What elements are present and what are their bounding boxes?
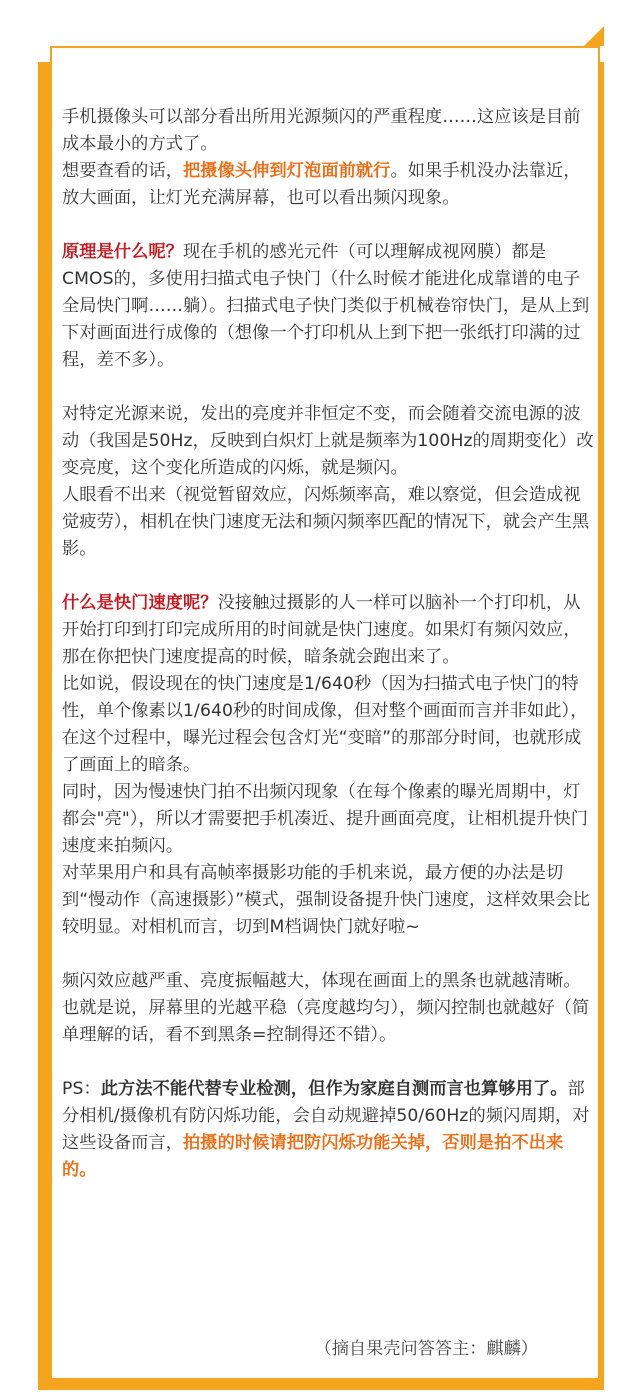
ps-prefix: PS： xyxy=(62,1079,101,1099)
spacer xyxy=(62,941,596,968)
paragraph-example: 比如说，假设现在的快门速度是1/640秒（因为扫描式电子快门的特性，单个像素以1/640秒的时间成像，但对整个画面而言并非如此），在这个过程中，曝光过程会包含灯光“变暗”的那部分时间，也就形成了画面上的暗条。 xyxy=(62,674,588,775)
paragraph-ps xyxy=(62,1076,596,1184)
shutter-text: 没接触过摄影的人一样可以脑补一个打印机，从开始打印到打印完成所用的时间就是快门速度。如果灯有频闪效应，那在你把快门速度提高的时候，暗条就会跑出来了。 xyxy=(62,593,581,667)
paragraph-human-eye: 人眼看不出来（视觉暂留效应，闪烁频率高，难以察觉，但会造成视觉疲劳），相机在快门速度无法和频闪频率匹配的情况下，就会产生黑影。 xyxy=(62,485,590,559)
spacer xyxy=(62,212,596,239)
how-to-text-b: 。如果手机没办法靠近，放大画面，让灯光充满屏幕，也可以看出频闪现象。 xyxy=(62,161,581,208)
principle-text: 现在手机的感光元件（可以理解成视网膜）都是CMOS的，多使用扫描式电子快门（什么时候才能进化成靠谱的电子全局快门啊……躺）。扫描式电子快门类似于机械卷帘快门，是从上到下对画面进行成像的（想像一个打印机从上到下把一张纸打印满的过程，差不多）。 xyxy=(62,242,590,370)
paragraph-severity: 频闪效应越严重、亮度振幅越大，体现在画面上的黑条也就越清晰。也就是说，屏幕里的光越平稳（亮度越均匀），频闪控制也就越好（简单理解的话，看不到黑条=控制得还不错）。 xyxy=(62,971,590,1045)
paragraph-shutter-speed xyxy=(62,590,596,671)
spacer xyxy=(62,374,596,401)
paragraph-intro: 手机摄像头可以部分看出所用光源频闪的严重程度……这应该是目前成本最小的方式了。 xyxy=(62,107,581,154)
article-body xyxy=(62,104,596,1184)
ps-highlight: 拍摄的时候请把防闪烁功能关掉，否则是拍不出来的。 xyxy=(62,1133,564,1180)
paragraph-slow-motion: 对苹果用户和具有高帧率摄影功能的手机来说，最方便的办法是切到“慢动作（高速摄影）”模式，强制设备提升快门速度，这样效果会比较明显。对相机而言，切到M档调快门就好啦~ xyxy=(62,863,591,937)
folded-corner-icon xyxy=(584,26,604,46)
paragraph-how-to xyxy=(62,158,596,212)
shutter-heading: 什么是快门速度呢？ xyxy=(62,593,218,613)
ps-bold: 此方法不能代替专业检测，但作为家庭自测而言也算够用了。 xyxy=(100,1079,568,1099)
paragraph-principle xyxy=(62,239,596,374)
source-attribution: （摘自果壳问答答主：麒麟） xyxy=(314,1339,538,1359)
principle-heading: 原理是什么呢？ xyxy=(62,242,184,262)
how-to-text-a: 想要查看的话， xyxy=(62,161,184,181)
how-to-highlight: 把摄像头伸到灯泡面前就行 xyxy=(183,161,391,181)
paragraph-light-source: 对特定光源来说，发出的亮度并非恒定不变，而会随着交流电源的波动（我国是50Hz，反映到白炽灯上就是频率为100Hz的周期变化）改变亮度，这个变化所造成的闪烁，就是频闪。 xyxy=(62,404,594,478)
paragraph-slow-shutter: 同时，因为慢速快门拍不出频闪现象（在每个像素的曝光周期中，灯都会"亮"），所以才需要把手机凑近、提升画面亮度，让相机提升快门速度来拍频闪。 xyxy=(62,782,589,856)
ps-text: 部分相机/摄像机有防闪烁功能，会自动规避掉50/60Hz的频闪周期，对这些设备而言， xyxy=(62,1079,590,1153)
spacer xyxy=(62,1049,596,1076)
spacer xyxy=(62,563,596,590)
